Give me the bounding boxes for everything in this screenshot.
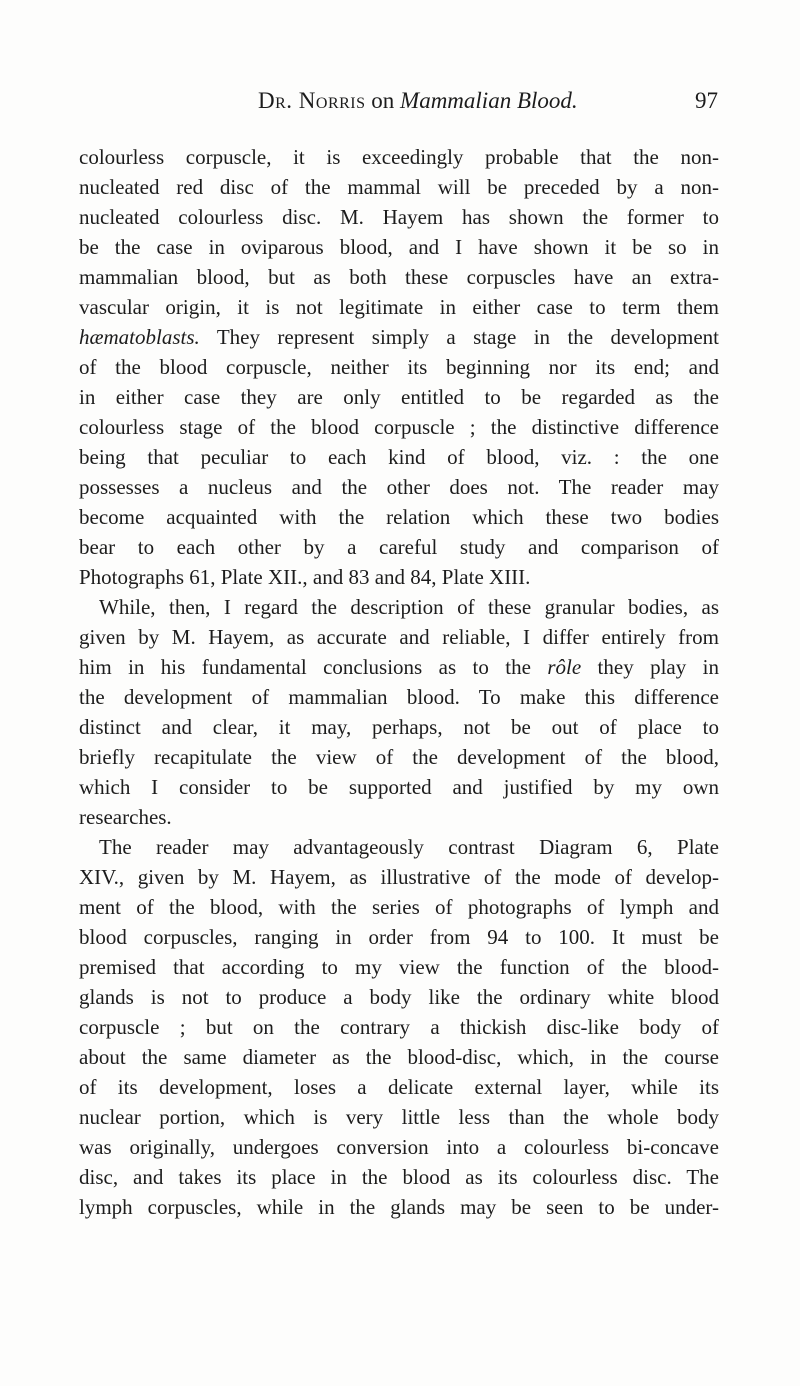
text-line: corpuscle ; but on the contrary a thickish disc-like body of (79, 1015, 719, 1039)
header-connector: on (371, 88, 395, 113)
text-line: being that peculiar to each kind of blood, viz. : the one (79, 445, 719, 469)
text-line: of the blood corpuscle, neither its beginning nor its end; and (79, 355, 719, 379)
running-head (258, 86, 718, 116)
text-line: become acquainted with the relation which these two bodies (79, 505, 719, 529)
text-run: They represent simply a stage in the development (199, 325, 719, 349)
text-line: in either case they are only entitled to be regarded as the (79, 385, 719, 409)
italic-term: rôle (547, 655, 582, 679)
text-line: disc, and takes its place in the blood as its colourless disc. The (79, 1165, 719, 1189)
text-line: XIV., given by M. Hayem, as illustrative of the mode of develop- (79, 865, 719, 889)
text-line: nuclear portion, which is very little less than the whole body (79, 1105, 719, 1129)
text-line: glands is not to produce a body like the ordinary white blood (79, 985, 719, 1009)
text-line: premised that according to my view the function of the blood- (79, 955, 719, 979)
text-line: of its development, loses a delicate external layer, while its (79, 1075, 719, 1099)
text-line: colourless corpuscle, it is exceedingly probable that the non- (79, 145, 719, 169)
text-line: the development of mammalian blood. To make this difference (79, 685, 719, 709)
text-line: The reader may advantageously contrast Diagram 6, Plate (99, 835, 719, 859)
text-line: which I consider to be supported and justified by my own (79, 775, 719, 799)
text-line: nucleated colourless disc. M. Hayem has shown the former to (79, 205, 719, 229)
text-line: possesses a nucleus and the other does not. The reader may (79, 475, 719, 499)
text-line: Photographs 61, Plate XII., and 83 and 84, Plate XIII. (79, 565, 531, 589)
text-line: ment of the blood, with the series of photographs of lymph and (79, 895, 719, 919)
text-line: vascular origin, it is not legitimate in either case to term them (79, 295, 719, 319)
text-line: briefly recapitulate the view of the development of the blood, (79, 745, 719, 769)
text-line (79, 652, 719, 682)
text-line: was originally, undergoes conversion into a colourless bi-concave (79, 1135, 719, 1159)
text-line: nucleated red disc of the mammal will be preceded by a non- (79, 175, 719, 199)
text-line: be the case in oviparous blood, and I have shown it be so in (79, 235, 719, 259)
text-line (79, 322, 719, 352)
text-line: While, then, I regard the description of these granular bodies, as (99, 595, 719, 619)
text-run: him in his fundamental conclusions as to the (79, 655, 548, 679)
text-line: given by M. Hayem, as accurate and reliable, I differ entirely from (79, 625, 719, 649)
text-line: researches. (79, 805, 172, 829)
italic-term: hæmatoblasts. (79, 325, 200, 349)
text-line: about the same diameter as the blood-disc, which, in the course (79, 1045, 719, 1069)
header-author: Dr. Norris (258, 88, 366, 113)
header-title: Mammalian Blood. (400, 88, 578, 113)
body-text (79, 142, 719, 1222)
text-line: blood corpuscles, ranging in order from 94 to 100. It must be (79, 925, 719, 949)
page-number: 97 (695, 88, 718, 113)
text-line: distinct and clear, it may, perhaps, not be out of place to (79, 715, 719, 739)
text-line: lymph corpuscles, while in the glands may be seen to be under- (79, 1195, 719, 1219)
text-line: bear to each other by a careful study and comparison of (79, 535, 719, 559)
text-line: mammalian blood, but as both these corpuscles have an extra- (79, 265, 719, 289)
text-line: colourless stage of the blood corpuscle ; the distinctive difference (79, 415, 719, 439)
text-run: they play in (581, 655, 719, 679)
